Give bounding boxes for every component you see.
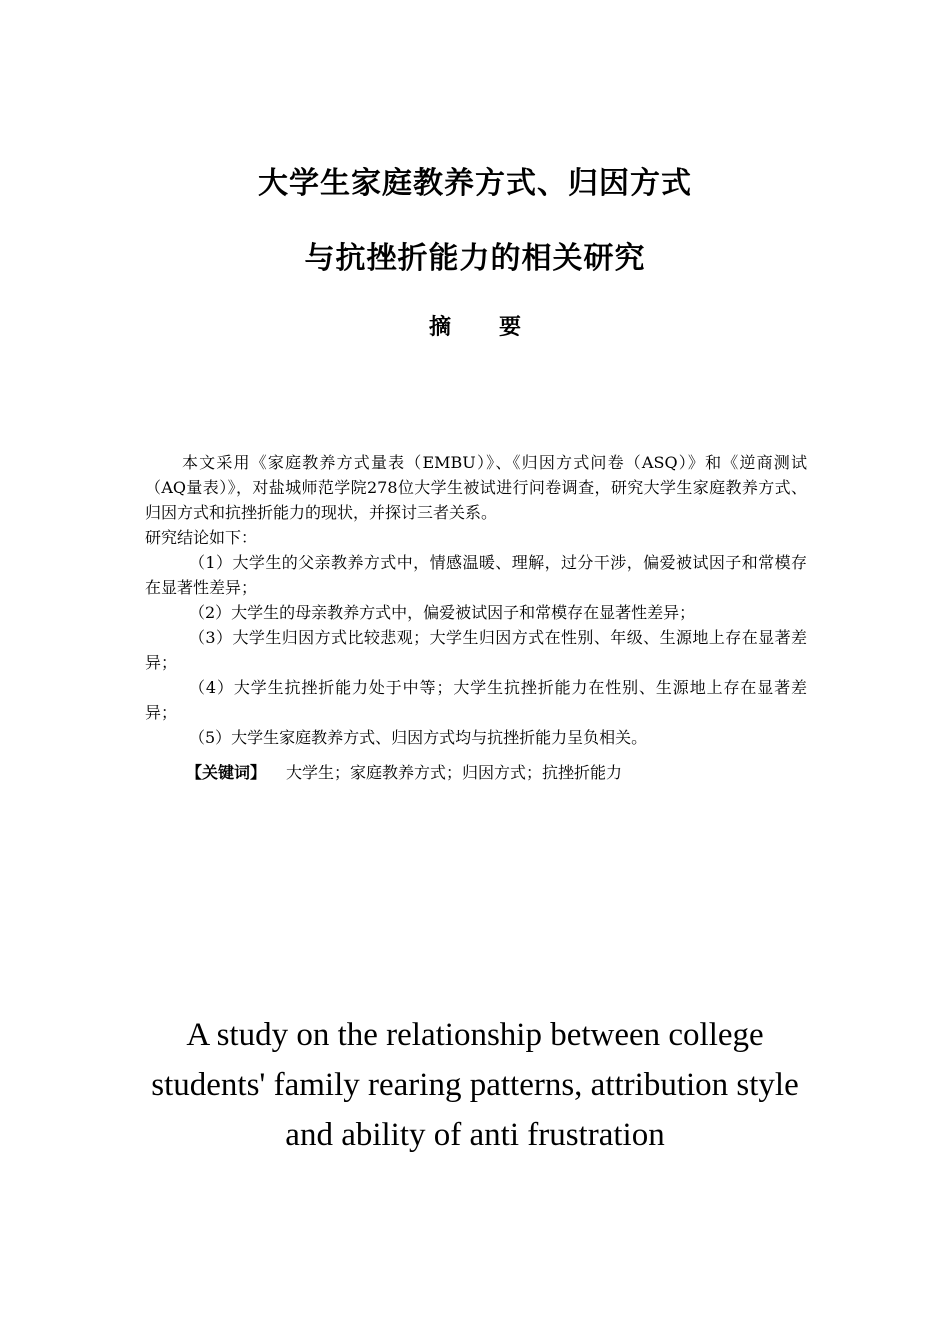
conclusion-item-1: （1）大学生的父亲教养方式中，情感温暖、理解，过分干涉，偏爱被试因子和常模存在显著性差异； <box>145 553 807 597</box>
keywords-text: 大学生；家庭教养方式；归因方式；抗挫折能力 <box>286 763 623 782</box>
conclusion-lead: 研究结论如下： <box>145 528 258 547</box>
title-line-1: 大学生家庭教养方式、归因方式 <box>258 166 692 201</box>
keywords <box>186 760 622 786</box>
conclusion-item-3: （3）大学生归因方式比较悲观；大学生归因方式在性别、年级、生源地上存在显著差异； <box>145 628 807 672</box>
abstract-body <box>145 450 807 750</box>
english-title: A study on the relationship between college students' family rearing patterns, attribution style and ability of anti frustration <box>151 1017 799 1153</box>
keywords-label: 【关键词】 <box>186 763 267 782</box>
abstract-heading <box>0 310 950 341</box>
abstract-intro: 本文采用《家庭教养方式量表（EMBU）》、《归因方式问卷（ASQ）》和《逆商测试（AQ量表）》，对盐城师范学院278位大学生被试进行问卷调查，研究大学生家庭教养方式、归因方式和抗挫折能力的现状，并探讨三者关系。 <box>145 453 807 522</box>
title-line-2: 与抗挫折能力的相关研究 <box>304 241 646 276</box>
conclusion-item-5: （5）大学生家庭教养方式、归因方式均与抗挫折能力呈负相关。 <box>189 728 648 747</box>
abstract-heading-char-2: 要 <box>499 315 522 340</box>
abstract-heading-char-1: 摘 <box>428 315 451 340</box>
conclusion-item-4: （4）大学生抗挫折能力处于中等；大学生抗挫折能力在性别、生源地上存在显著差异； <box>145 678 807 722</box>
conclusion-item-2: （2）大学生的母亲教养方式中，偏爱被试因子和常模存在显著性差异； <box>189 603 696 622</box>
